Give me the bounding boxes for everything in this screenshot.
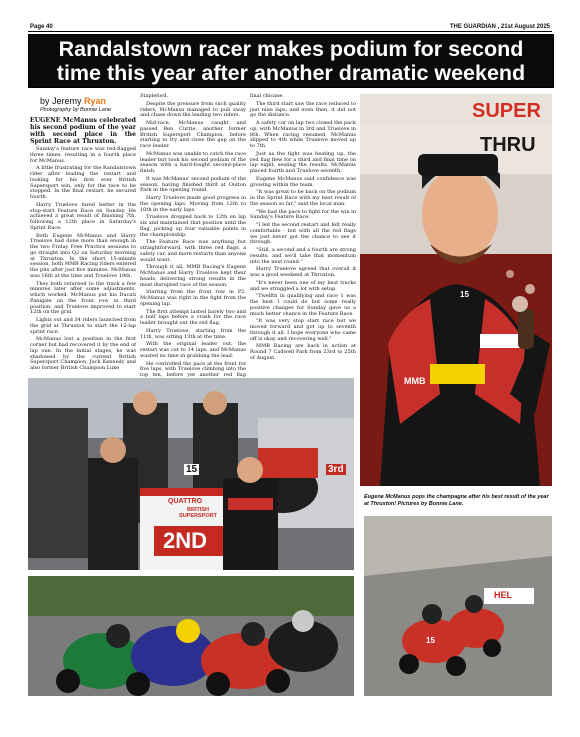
- headline: Randalstown racer makes podium for second time this year after another dramatic weekend: [56, 37, 526, 85]
- paragraph: "Still, a second and a fourth are strong results, and we'll take that momentum into the next round.": [250, 247, 356, 265]
- paragraph: "We had the pace to fight for the win in Sunday's Feature Race.: [250, 208, 356, 221]
- paragraph: Sunday's feature race was red-flagged three times, resulting in a fourth place for McManus.: [30, 146, 136, 164]
- byline-surname: Ryan: [84, 96, 107, 106]
- paragraph: Despite the pressure from such quality riders, McManus managed to pull away and chase down the leading two riders.: [140, 100, 246, 119]
- paragraph: "Twelfth in qualifying and race 1 was the best I could do but some really positive changes for Sunday gave us a much better chance in the Feature Race.: [250, 293, 356, 317]
- portrait-sign-left: SUPER: [472, 100, 541, 122]
- paragraph: A safety car on lap two closed the pack up, with McManus in 3rd and Truelove in 8th. When racing resumed, McManus slipped to 4th while Truelove moved up to 7th.: [250, 120, 356, 149]
- paragraph: It was McManus' second podium of the season, having finished third at Oulton Park in the opening round.: [140, 175, 246, 194]
- lead-paragraph: EUGENE McManus celebrated his second podium of the year with second place in the Sprint Race at Thruxton.: [30, 117, 136, 145]
- paragraph: The Feature Race was anything but straightforward, with three red flags, a safety car, and more restarts than anyone would want.: [140, 239, 246, 263]
- header-rule: [28, 31, 552, 32]
- podium-board-series: BRITISH SUPERSPORT: [179, 507, 217, 519]
- article-column-2: [140, 93, 246, 378]
- paragraph: Lights out and 34 riders launched from the grid at Thruxton to start the 12-lap sprint race.: [30, 317, 136, 335]
- podium-bike-number: 15: [186, 464, 198, 475]
- paragraph: "It's never been one of my best tracks and we struggled a lot with setup.: [250, 279, 356, 292]
- paragraph: McManus was unable to catch the race leader but took his second podium of the season with a hard-fought second-place finish.: [140, 150, 246, 174]
- portrait-sign-right: THRU: [480, 134, 536, 156]
- headline-banner: [28, 34, 554, 88]
- paragraph: "It was very stop start race but we moved forward and got up to seventh through it all. I hope everyone who came off is okay and recovering well.": [250, 318, 356, 342]
- paragraph: The first attempt lasted barely two and a half laps before a crash for the race leader brought out the red flag.: [140, 308, 246, 326]
- paragraph: A little frustrating for the Randalstown rider after leading the restart and looking for his first ever British Supersport win, only for the race to be stopped. In the final restart, he secured fourth.: [30, 165, 136, 200]
- photo-credit: Photography by Bonnie Lane: [40, 107, 111, 113]
- race-photo-right: [364, 516, 552, 696]
- paragraph: He controlled the pace at the front for five laps, with Truelove climbing into the top ten, before yet another red flag: [140, 360, 246, 378]
- paragraph: Through it all, MMB Racing's Eugene McManus and Harry Truelove kept their heads, delivering strong results in the most disrupted race of the season.: [140, 264, 246, 288]
- portrait-photo: [360, 94, 552, 486]
- paragraph: Starting from the front row in P2, McManus was right in the fight from the opening lap.: [140, 289, 246, 307]
- paragraph: Harry Truelove fared better in the stop-start Feature Race on Sunday. He achieved a great result of finishing 7th, following a 12th place in Saturday's Sprint Race.: [30, 201, 136, 231]
- paragraph: Just as the fight was heating up, the red flag flew for a third and final time on lap eight, sealing the results. McManus placed fourth and Truelove seventh.: [250, 150, 356, 174]
- paragraph: Stapleford.: [140, 93, 169, 99]
- race-right-number: 15: [426, 636, 435, 645]
- podium-number-right: 3rd: [328, 464, 344, 475]
- race-photo-right-graphic: [364, 516, 552, 696]
- paragraph: Harry Truelove, starting from the 11th, was sitting 13th at the time.: [140, 327, 246, 340]
- podium-board-place: 2ND: [163, 528, 208, 553]
- masthead: THE GUARDIAN , 21st August 2025: [449, 24, 550, 30]
- article-column-3: [250, 94, 356, 375]
- paragraph: Eugene McManus said confidence was growing within the team.: [250, 175, 356, 188]
- paragraph: final chicane.: [250, 93, 284, 99]
- podium-board-brand: QUATTRO: [168, 498, 203, 505]
- portrait-number: 15: [460, 290, 469, 299]
- paragraph: Truelove dropped back to 12th on lap six and maintained that position until the flag, picking up four valuable points in the championship.: [140, 214, 246, 238]
- paragraph: Harry Truelove agreed that overall it was a good weekend at Thruxton.: [250, 266, 356, 278]
- paragraph: Harry Truelove made good progress in the opening laps. Moving from 12th to 10th in the early laps.: [140, 195, 246, 213]
- photo-caption: Eugene McManus pops the champagne after his best result of the year at Thruxton! Pictures by Bonnie Lane.: [364, 494, 549, 507]
- paragraph: Both Eugene McManus and Harry Truelove had done more than enough in the two Friday Free Practice sessions to go straight into Q2 on Saturday morning at Thruxton. In the short 15-minute session, both MMB Racing riders entered the pits after just five minutes. McManus was 16th at the time and Truelove 19th.: [30, 232, 136, 279]
- byline-prefix: by Jeremy: [40, 96, 85, 106]
- portrait-sponsor: MMB: [404, 376, 426, 386]
- race-photo-left-graphic: [28, 576, 354, 696]
- paragraph: Mid-race, McManus caught and passed Ben Currie, another former British Supersport Champion, before starting to try and close the gap on the race leader.: [140, 120, 246, 149]
- paragraph: MMB Racing are back in action at Round 7 Cadwell Park from 23rd to 25th of August.: [250, 343, 356, 361]
- article-column-1: [30, 117, 136, 375]
- paragraph: With the original leader out, the restart was cut to 14 laps, and McManus wasted no time in grabbing the lead.: [140, 341, 246, 359]
- paragraph: They both returned to the track a few minutes later after some adjustments, which worked. McManus put his Ducati Panigale on the front row in third position, and Truelove improved to start 12th on the grid.: [30, 280, 136, 316]
- paragraph: The third start saw the race reduced to just nine laps, and even then, it did not go the distance.: [250, 100, 356, 119]
- paragraph: "I led the second restart and felt really comfortable - but with all the red flags we just never got the chance to see it through.: [250, 222, 356, 246]
- paragraph: "It was great to be back on the podium in the Sprint Race with my best result of the season so far," said the local man.: [250, 189, 356, 207]
- byline: [40, 96, 106, 106]
- page-number: Page 40: [30, 24, 53, 30]
- podium-photo: [28, 378, 354, 570]
- race-right-banner: HEL: [494, 590, 512, 600]
- race-photo-left: [28, 576, 354, 696]
- paragraph: McManus lost a position in the first corner but had recovered it by the end of lap one. In the initial stages, he was shadowed by the current British Supersport Champion, Jack Kennedy and also former British Champion Luke: [30, 336, 136, 371]
